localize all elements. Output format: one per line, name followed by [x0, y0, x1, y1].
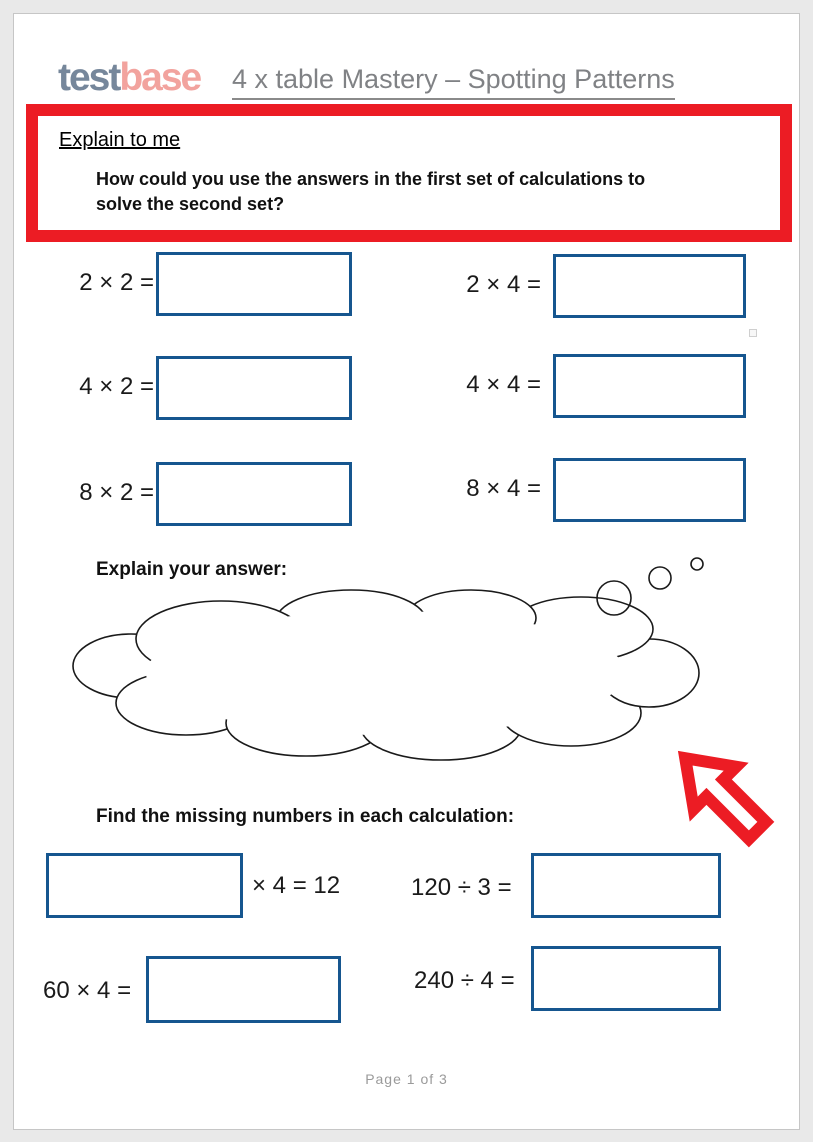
- thought-cloud[interactable]: [56, 551, 711, 783]
- answer-box-240-div-4[interactable]: [531, 946, 721, 1011]
- equation-label-8x2: 8 × 2 =: [79, 479, 154, 506]
- logo-base-part: base: [119, 56, 201, 99]
- explain-to-me-box: [26, 104, 792, 242]
- testbase-logo: [58, 56, 200, 100]
- explain-to-me-heading: Explain to me: [59, 129, 181, 151]
- explain-answer-label: Explain your answer:: [96, 559, 288, 580]
- object-anchor-marker: [749, 329, 757, 337]
- answer-box-2x4[interactable]: [553, 254, 746, 318]
- equation-suffix-x4-12: × 4 = 12: [252, 872, 341, 899]
- answer-box-8x2[interactable]: [156, 462, 352, 526]
- equation-label-120-div-3: 120 ÷ 3 =: [411, 874, 512, 901]
- equation-label-240-div-4: 240 ÷ 4 =: [414, 967, 515, 994]
- missing-numbers-heading: Find the missing numbers in each calculation:: [96, 806, 515, 827]
- answer-box-60-x-4[interactable]: [146, 956, 341, 1023]
- answer-box-4x2[interactable]: [156, 356, 352, 420]
- red-arrow-up-left-icon: [649, 723, 799, 868]
- equation-label-60-x-4: 60 × 4 =: [43, 977, 132, 1004]
- equation-label-2x4: 2 × 4 =: [466, 271, 541, 298]
- worksheet-page: [13, 13, 800, 1130]
- equation-label-2x2: 2 × 2 =: [79, 269, 154, 296]
- equation-label-8x4: 8 × 4 =: [466, 475, 541, 502]
- page-indicator: Page 1 of 3: [365, 1071, 448, 1087]
- answer-box-blank-times-4[interactable]: [46, 853, 243, 918]
- answer-box-8x4[interactable]: [553, 458, 746, 522]
- page-title: 4 x table Mastery – Spotting Patterns: [232, 64, 675, 100]
- answer-box-120-div-3[interactable]: [531, 853, 721, 918]
- answer-box-2x2[interactable]: [156, 252, 352, 316]
- equation-label-4x4: 4 × 4 =: [466, 371, 541, 398]
- answer-box-4x4[interactable]: [553, 354, 746, 418]
- equation-label-4x2: 4 × 2 =: [79, 373, 154, 400]
- explain-question-text: How could you use the answers in the first set of calculations to solve the second set?: [96, 169, 646, 214]
- logo-test-part: test: [58, 56, 120, 99]
